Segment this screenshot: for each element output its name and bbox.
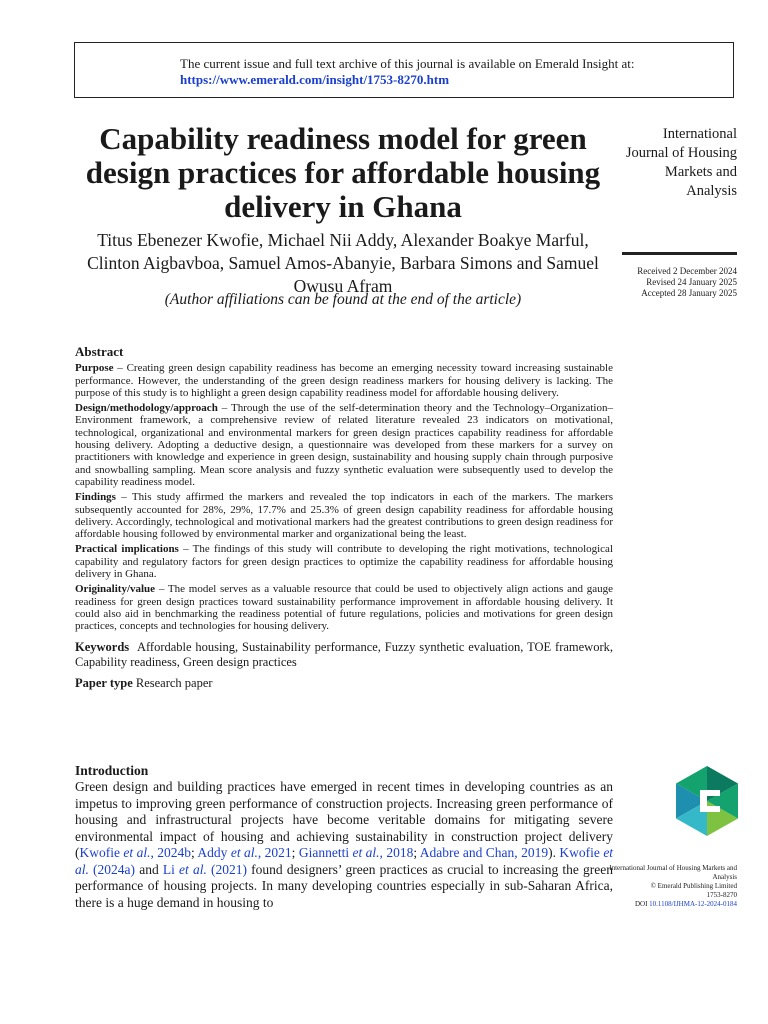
emerald-logo-icon <box>676 766 738 836</box>
citation-etal: et al. <box>230 845 258 860</box>
affiliation-note: (Author affiliations can be found at the end of the article) <box>164 291 522 308</box>
footer-issn: 1753-8270 <box>706 891 737 899</box>
keywords-text: Affordable housing, Sustainability performance, Fuzzy synthetic evaluation, TOE framework, Capability readiness, Green design practices <box>75 639 613 669</box>
section-label: Purpose <box>75 362 114 375</box>
citation-etal: et al. <box>352 845 380 860</box>
abstract-practical-implications <box>75 543 613 580</box>
citation-author: Addy <box>197 845 228 860</box>
body-text: Green design and building practices have emerged in recent times in developing countries as an impetus to improving green performance of construction projects. Increasing green performance of housing and infrastructural projects have become veritable domains for mitigating severe environmental impact of housing and achieving sustainability in construction project delivery ( <box>75 779 613 860</box>
citation-year: , 2024b <box>150 845 191 860</box>
archive-notice-text: The current issue and full text archive of this journal is available on Emerald Insight at: <box>180 56 635 71</box>
citation-link[interactable] <box>197 845 291 860</box>
citation-author: Li <box>162 861 175 877</box>
body-text: and <box>135 861 163 877</box>
citation-etal: et al. <box>179 861 207 877</box>
journal-url-link[interactable]: https://www.emerald.com/insight/1753-8270.htm <box>180 72 450 87</box>
citation-year: (2021) <box>206 861 248 877</box>
article-dates <box>600 266 737 299</box>
citation-author: Giannetti <box>298 845 350 860</box>
section-label: Practical implications <box>75 543 179 556</box>
archive-notice-box <box>74 42 734 98</box>
citation-year: , 2018 <box>379 845 414 860</box>
footer-doi <box>600 900 737 909</box>
citation-year: (2024a) <box>88 861 136 877</box>
citation-link[interactable]: Adabre and Chan, 2019 <box>419 845 549 860</box>
article-title: Capability readiness model for green design practices for affordable housing delivery in Ghana <box>85 121 601 224</box>
abstract-purpose <box>75 362 613 399</box>
citation-author: Kwofie <box>79 845 120 860</box>
section-text: – Creating green design capability readiness has become an emerging necessity toward increasing sustainable performance. However, the understanding of the green design readiness markers for housing delivery is lacking. The purpose of this study is to highlight a green design capability readiness model for affordable housing delivery. <box>75 362 613 399</box>
body-text: found designers’ green practices as crucial to increasing the green performance of housing projects. In many developing countries especially in sub-Saharan Africa, there is a huge demand in housing to <box>75 861 614 910</box>
abstract-findings <box>75 491 613 540</box>
citation-link[interactable] <box>299 845 414 860</box>
revised-date: Revised 24 January 2025 <box>646 277 737 287</box>
publication-info <box>600 864 737 909</box>
citation-etal: et al. <box>75 845 614 877</box>
keywords <box>75 640 613 670</box>
body-text: ). <box>548 845 560 860</box>
paper-type-label: Paper type <box>75 675 133 690</box>
citation-year: , 2021 <box>257 845 292 860</box>
doi-label: DOI <box>634 900 648 908</box>
abstract-methodology <box>75 402 613 488</box>
paper-type <box>75 676 613 691</box>
section-text: – The model serves as a valuable resource that could be used to objectively align actions and gauge readiness for green design practices toward sustainability performance improvement in affordable housing delivery. It could also aid in benchmarking the readiness potential of future regulations, policies and motivations for green design practices, concepts and technologies for housing delivery. <box>75 583 613 633</box>
accepted-date: Accepted 28 January 2025 <box>641 288 737 298</box>
footer-journal-name: International Journal of Housing Markets and Analysis <box>609 864 737 881</box>
keywords-label: Keywords <box>75 639 130 654</box>
separator: ; <box>191 845 198 860</box>
citation-author: Kwofie <box>559 845 600 860</box>
citation-link[interactable] <box>80 845 192 860</box>
separator: ; <box>291 845 299 860</box>
section-text: – Through the use of the self-determination theory and the Technology–Organization–Environment framework, a comprehensive review of related literature revealed 23 indicators on motivational, technological, organizational and environmental markers for green design practices capability readiness for affordable housing delivery. Adopting a deductive design, a questionnaire was developed from these markers for a survey on practitioners with knowledge and experience in green design, sustainability and housing supply chain through purposive and snowballing sampling. Mean score analysis and fuzzy synthetic evaluation were subsequently used to develop the capability readiness model. <box>75 402 613 488</box>
abstract-originality <box>75 583 613 632</box>
section-label: Originality/value <box>75 583 156 596</box>
author-list: Titus Ebenezer Kwofie, Michael Nii Addy, Alexander Boakye Marful, Clinton Aigbavboa, Samuel Amos-Abanyie, Barbara Simons and Samuel Owusu Afram <box>87 230 599 296</box>
introduction-section <box>75 763 613 911</box>
received-date: Received 2 December 2024 <box>637 266 737 276</box>
sidebar-divider <box>622 252 737 255</box>
separator: ; <box>413 845 420 860</box>
journal-name: International Journal of Housing Markets and Analysis <box>625 126 737 199</box>
paper-type-value: Research paper <box>135 675 213 690</box>
abstract <box>75 346 613 691</box>
section-label: Findings <box>75 491 116 504</box>
section-text: – This study affirmed the markers and revealed the top indicators in each of the markers. The markers subsequently accounted for 28%, 29%, 17.7% and 25.3% of green design capability readiness for affordable housing delivery. Accordingly, technological and motivational markers had the greatest contributions to green design readiness for affordable housing followed by environmental marker and organizational being the least. <box>75 491 613 541</box>
introduction-heading: Introduction <box>75 763 149 778</box>
citation-link[interactable] <box>163 862 247 877</box>
introduction-paragraph <box>75 779 613 911</box>
doi-link[interactable]: 10.1108/IJHMA-12-2024-0184 <box>649 900 737 908</box>
footer-publisher: © Emerald Publishing Limited <box>650 882 737 890</box>
section-label: Design/methodology/approach <box>75 402 218 415</box>
section-text: – The findings of this study will contribute to developing the right motivations, technological capability and regulatory factors for green design practices to optimize the capability readiness for affordable housing delivery in Ghana. <box>75 543 613 581</box>
abstract-heading: Abstract <box>75 344 124 359</box>
citation-etal: et al. <box>123 845 151 860</box>
